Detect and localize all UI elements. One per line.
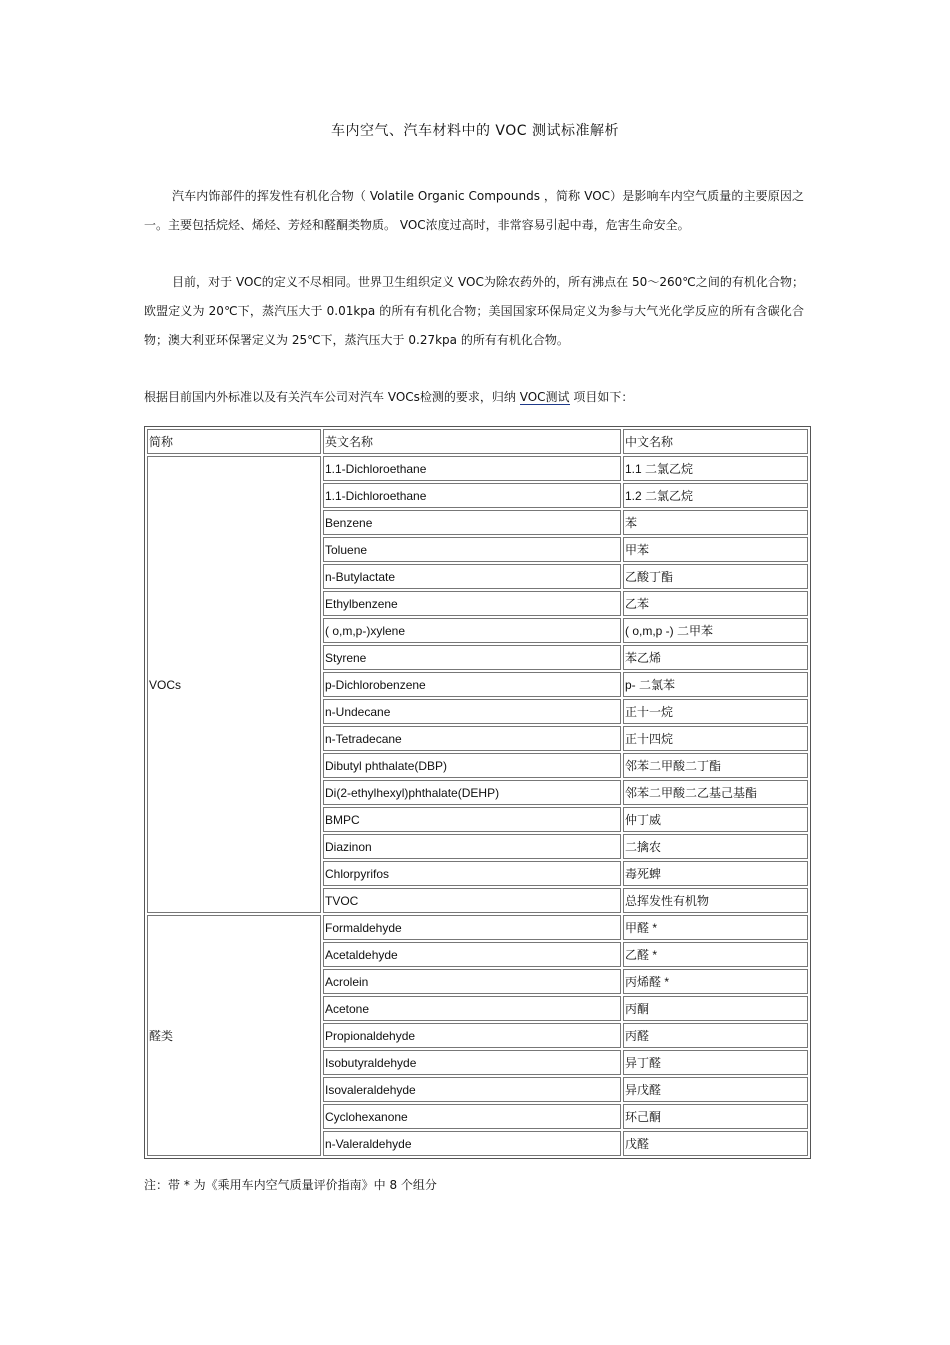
english-name-cell: n-Undecane <box>323 699 621 724</box>
table-header-row <box>147 429 808 454</box>
english-name-cell: n-Tetradecane <box>323 726 621 751</box>
english-name-cell: Acrolein <box>323 969 621 994</box>
chinese-name-cell: 毒死蜱 <box>623 861 808 886</box>
english-name-cell: TVOC <box>323 888 621 913</box>
english-name-cell: 1.1-Dichloroethane <box>323 456 621 481</box>
chinese-name-cell: 1.2 二氯乙烷 <box>623 483 808 508</box>
group-abbr-cell: VOCs <box>147 456 321 913</box>
english-name-cell: ( o,m,p-)xylene <box>323 618 621 643</box>
chinese-name-cell: 甲苯 <box>623 537 808 562</box>
english-name-cell: Isovaleraldehyde <box>323 1077 621 1102</box>
intro-paragraph: 汽车内饰部件的挥发性有机化合物（ Volatile Organic Compounds ，简称 VOC）是影响车内空气质量的主要原因之一。主要包括烷烃、烯烃、芳烃和醛酮类物质。 VOC浓度过高时，非常容易引起中毒，危害生命安全。 <box>144 189 804 232</box>
english-name-cell: BMPC <box>323 807 621 832</box>
group-abbr-cell: 醛类 <box>147 915 321 1156</box>
chinese-name-cell: 正十一烷 <box>623 699 808 724</box>
page-title: 车内空气、汽车材料中的 VOC 测试标准解析 <box>330 123 620 139</box>
chinese-name-cell: 甲醛 * <box>623 915 808 940</box>
chinese-name-cell: 戊醛 <box>623 1131 808 1156</box>
chinese-name-cell: 邻苯二甲酸二乙基己基酯 <box>623 780 808 805</box>
definition-paragraph: 目前，对于 VOC的定义不尽相同。世界卫生组织定义 VOC为除农药外的，所有沸点在 50～260℃之间的有机化合物；欧盟定义为 20℃下，蒸汽压大于 0.01kpa 的所有有机化合物；美国国家环保局定义为参与大气光化学反应的所有含碳化合物；澳大利亚环保署定义为 25℃下，蒸汽压大于 0.27kpa 的所有有机化合物。 <box>144 275 804 347</box>
header-chinese: 中文名称 <box>623 429 808 454</box>
english-name-cell: Styrene <box>323 645 621 670</box>
english-name-cell: Isobutyraldehyde <box>323 1050 621 1075</box>
english-name-cell: Ethylbenzene <box>323 591 621 616</box>
english-name-cell: Diazinon <box>323 834 621 859</box>
english-name-cell: Cyclohexanone <box>323 1104 621 1129</box>
chinese-name-cell: 苯乙烯 <box>623 645 808 670</box>
chinese-name-cell: 总挥发性有机物 <box>623 888 808 913</box>
chinese-name-cell: p- 二氯苯 <box>623 672 808 697</box>
chinese-name-cell: 1.1 二氯乙烷 <box>623 456 808 481</box>
chinese-name-cell: 异丁醛 <box>623 1050 808 1075</box>
table-row <box>147 915 808 940</box>
chinese-name-cell: 乙醛 * <box>623 942 808 967</box>
chinese-name-cell: 异戊醛 <box>623 1077 808 1102</box>
chinese-name-cell: 苯 <box>623 510 808 535</box>
english-name-cell: Formaldehyde <box>323 915 621 940</box>
english-name-cell: Toluene <box>323 537 621 562</box>
english-name-cell: n-Valeraldehyde <box>323 1131 621 1156</box>
chinese-name-cell: 邻苯二甲酸二丁酯 <box>623 753 808 778</box>
chinese-name-cell: 仲丁威 <box>623 807 808 832</box>
chinese-name-cell: 环己酮 <box>623 1104 808 1129</box>
english-name-cell: Acetone <box>323 996 621 1021</box>
chinese-name-cell: 乙酸丁酯 <box>623 564 808 589</box>
summary-prefix: 根据目前国内外标准以及有关汽车公司对汽车 VOCs检测的要求，归纳 <box>144 390 520 404</box>
english-name-cell: Benzene <box>323 510 621 535</box>
english-name-cell: Propionaldehyde <box>323 1023 621 1048</box>
english-name-cell: Chlorpyrifos <box>323 861 621 886</box>
summary-suffix: 项目如下： <box>569 390 634 404</box>
english-name-cell: Di(2-ethylhexyl)phthalate(DEHP) <box>323 780 621 805</box>
english-name-cell: 1.1-Dichloroethane <box>323 483 621 508</box>
chinese-name-cell: 二擒农 <box>623 834 808 859</box>
voc-test-link[interactable]: VOC测试 <box>519 390 570 404</box>
english-name-cell: Acetaldehyde <box>323 942 621 967</box>
chinese-name-cell: ( o,m,p -) 二甲苯 <box>623 618 808 643</box>
header-abbr: 简称 <box>147 429 321 454</box>
chinese-name-cell: 正十四烷 <box>623 726 808 751</box>
english-name-cell: n-Butylactate <box>323 564 621 589</box>
chinese-name-cell: 丙烯醛 * <box>623 969 808 994</box>
header-english: 英文名称 <box>323 429 621 454</box>
table-row <box>147 456 808 481</box>
chinese-name-cell: 丙醛 <box>623 1023 808 1048</box>
english-name-cell: Dibutyl phthalate(DBP) <box>323 753 621 778</box>
chinese-name-cell: 乙苯 <box>623 591 808 616</box>
english-name-cell: p-Dichlorobenzene <box>323 672 621 697</box>
table-body <box>147 456 808 1156</box>
chinese-name-cell: 丙酮 <box>623 996 808 1021</box>
footnote: 注：带 * 为《乘用车内空气质量评价指南》中 8 个组分 <box>144 1178 437 1192</box>
summary-paragraph <box>144 383 804 412</box>
voc-test-table <box>144 426 811 1159</box>
